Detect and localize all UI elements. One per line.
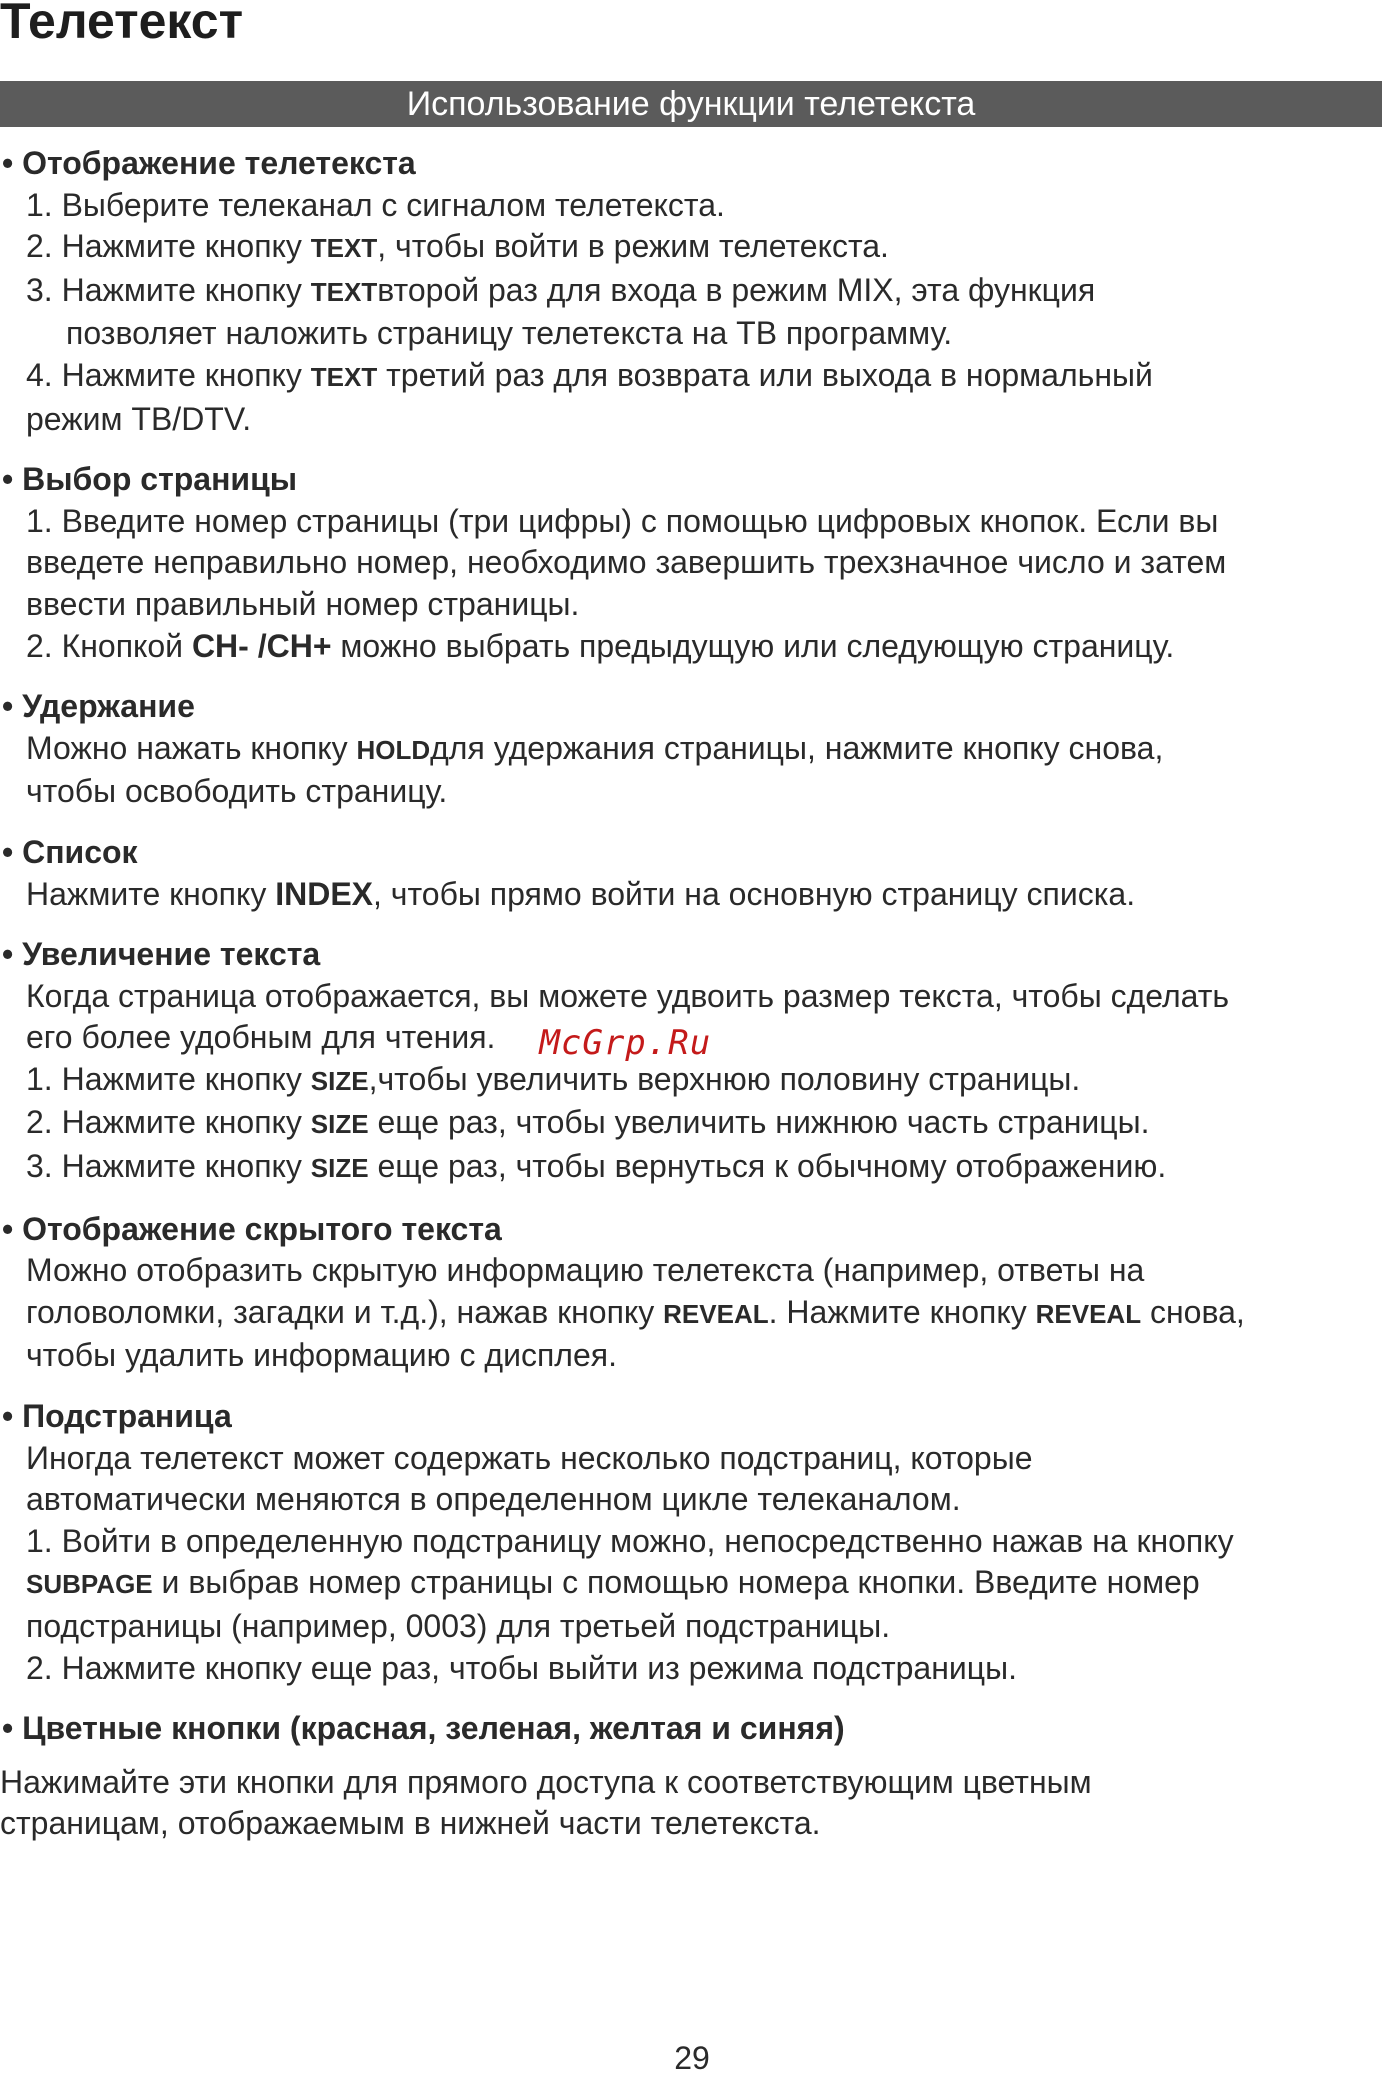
key-text: CH- /CH+: [191, 627, 332, 664]
section-banner: Использование функции телетекста: [0, 81, 1382, 127]
section-index: [0, 832, 1384, 915]
section-subpage: [0, 1396, 1384, 1689]
section-heading: • Выбор страницы: [2, 461, 298, 498]
step-line: 1. Выберите телеканал с сигналом телетекста.: [26, 186, 725, 223]
step-line: автоматически меняются в определенном цикле телеканалом.: [26, 1481, 961, 1518]
line-text: , чтобы войти в режим телетекста.: [377, 228, 889, 265]
line-text: головоломки, загадки и т.д.), нажав кнопку: [26, 1293, 664, 1330]
line-text: снова,: [1141, 1293, 1245, 1330]
line-text: 3. Нажмите кнопку: [26, 271, 311, 308]
step-line: [0, 626, 1384, 668]
line-text: третий раз для возврата или выхода в нормальный: [377, 356, 1153, 393]
step-line: Нажимайте эти кнопки для прямого доступа к соответствующим цветным: [0, 1763, 1092, 1800]
line-text: 2. Нажмите кнопку: [26, 1104, 311, 1141]
key-text: SIZE: [310, 1153, 369, 1184]
section-reveal: [0, 1209, 1384, 1377]
key-text: REVEAL: [663, 1298, 769, 1329]
section-heading: • Список: [2, 833, 138, 870]
step-line: [0, 728, 1384, 772]
step-line: Иногда телетекст может содержать несколько подстраниц, которые: [26, 1439, 1033, 1476]
line-text: 1. Нажмите кнопку: [26, 1060, 311, 1097]
key-text: TEXT: [310, 276, 378, 307]
step-line: 2. Нажмите кнопку еще раз, чтобы выйти из режима подстраницы.: [26, 1649, 1017, 1686]
step-line: [0, 355, 1384, 399]
line-text: для удержания страницы, нажмите кнопку снова,: [430, 729, 1164, 766]
section-teletext-display: [0, 143, 1384, 440]
line-text: второй раз для входа в режим MIX, эта функция: [377, 271, 1096, 308]
section-heading: • Удержание: [2, 688, 195, 725]
step-line: страницам, отображаемым в нижней части телетекста.: [0, 1805, 821, 1842]
line-text: 2. Нажмите кнопку: [26, 228, 311, 265]
line-text: его более удобным для чтения.: [26, 1019, 496, 1056]
key-text: SUBPAGE: [26, 1569, 153, 1600]
step-line: [0, 1102, 1384, 1146]
section-heading: • Отображение скрытого текста: [2, 1210, 502, 1247]
watermark: McGrp.Ru: [539, 1023, 712, 1064]
step-line: Когда страница отображается, вы можете удвоить размер текста, чтобы сделать: [26, 977, 1230, 1014]
document-body: [0, 143, 1384, 1864]
section-heading: • Подстраница: [2, 1398, 232, 1435]
key-text: REVEAL: [1035, 1298, 1142, 1329]
page-title: Телетекст: [0, 0, 244, 49]
line-text: Можно нажать кнопку: [26, 729, 357, 766]
step-line: ввести правильный номер страницы.: [26, 585, 580, 622]
key-text: HOLD: [356, 734, 431, 765]
step-line: чтобы удалить информацию с дисплея.: [26, 1337, 617, 1374]
step-line: [0, 1146, 1384, 1190]
section-heading: • Цветные кнопки (красная, зеленая, желтая и синяя): [2, 1710, 845, 1747]
step-line: 1. Введите номер страницы (три цифры) с помощью цифровых кнопок. Если вы: [26, 502, 1219, 539]
step-line: режим ТВ/DTV.: [26, 400, 252, 437]
step-line: Можно отобразить скрытую информацию телетекста (например, ответы на: [26, 1252, 1145, 1289]
step-line: [0, 270, 1384, 314]
section-hold: [0, 686, 1384, 813]
line-text: Нажмите кнопку: [26, 875, 276, 912]
line-text: можно выбрать предыдущую или следующую страницу.: [331, 627, 1175, 664]
line-text: 2. Кнопкой: [26, 627, 192, 664]
line-text: , чтобы прямо войти на основную страницу списка.: [373, 875, 1136, 912]
page-number: 29: [674, 2040, 710, 2076]
key-text: TEXT: [310, 361, 378, 392]
line-text: и выбрав номер страницы с помощью номера кнопки. Введите номер: [152, 1564, 1200, 1601]
line-text: ,чтобы увеличить верхнюю половину страницы.: [368, 1060, 1081, 1097]
step-line: позволяет наложить страницу телетекста на ТВ программу.: [66, 315, 953, 352]
line-text: 4. Нажмите кнопку: [26, 356, 311, 393]
line-text: . Нажмите кнопку: [768, 1293, 1036, 1330]
step-line: [0, 1017, 1384, 1064]
section-page-select: [0, 459, 1384, 667]
step-line: [0, 1562, 1384, 1606]
section-text-size: [0, 934, 1384, 1190]
step-line: подстраницы (например, 0003) для третьей подстраницы.: [26, 1608, 891, 1644]
step-line: [0, 1059, 1384, 1103]
step-line: [0, 874, 1384, 916]
key-text: SIZE: [310, 1109, 369, 1140]
line-text: еще раз, чтобы увеличить нижнюю часть страницы.: [368, 1104, 1150, 1141]
step-line: [0, 226, 1384, 270]
key-text: INDEX: [275, 875, 374, 912]
line-text: еще раз, чтобы вернуться к обычному отображению.: [368, 1148, 1167, 1185]
step-line: чтобы освободить страницу.: [26, 773, 448, 810]
key-text: SIZE: [310, 1065, 369, 1096]
step-line: введете неправильно номер, необходимо завершить трехзначное число и затем: [26, 544, 1227, 581]
step-line: [0, 1292, 1384, 1336]
line-text: 3. Нажмите кнопку: [26, 1148, 311, 1185]
section-heading: • Отображение телетекста: [2, 145, 416, 181]
key-text: TEXT: [310, 233, 378, 264]
section-heading: • Увеличение текста: [2, 936, 321, 973]
section-color-buttons: [0, 1708, 1384, 1845]
step-line: 1. Войти в определенную подстраницу можно, непосредственно нажав на кнопку: [26, 1522, 1234, 1559]
